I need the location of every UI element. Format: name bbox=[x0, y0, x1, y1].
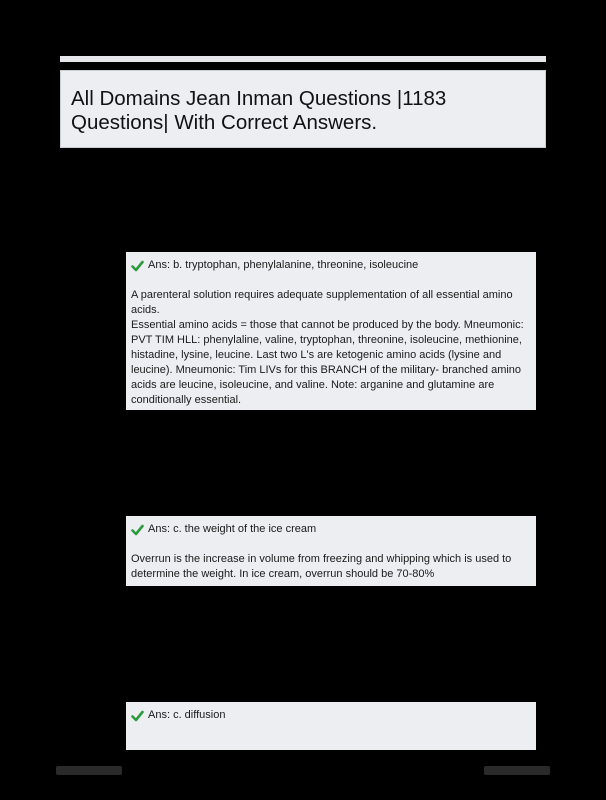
answer-text: Ans: c. the weight of the ice cream bbox=[148, 523, 317, 535]
answer-text: Ans: c. diffusion bbox=[148, 709, 226, 721]
explanation bbox=[131, 288, 531, 408]
check-icon bbox=[131, 524, 144, 536]
footer-page-number bbox=[484, 766, 550, 775]
title-box bbox=[60, 70, 546, 148]
footer-site-mark bbox=[56, 766, 122, 775]
check-icon bbox=[131, 710, 144, 722]
answer-line bbox=[131, 258, 531, 273]
answer-text: Ans: b. tryptophan, phenylalanine, threonine, isoleucine bbox=[148, 259, 419, 271]
answer-card bbox=[126, 252, 536, 410]
check-icon bbox=[131, 260, 144, 272]
explanation-paragraph: Essential amino acids = those that cannot be produced by the body. Mneumonic: PVT TIM HLL: phenylaline, valine, tryptophan, threonine, isoleucine, methionine, histadine, lysine, leucine. Last two L's are ketogenic amino acids (lysine and leucine). Mneumonic: Tim LIVs for this BRANCH of the military- branched amino acids are leucine, isoleucine, and valine. Note: arganine and glutamine are conditionally essential. bbox=[131, 319, 524, 406]
answer-line bbox=[131, 708, 531, 723]
answer-line bbox=[131, 522, 531, 537]
answer-card bbox=[126, 516, 536, 586]
explanation-paragraph: Overrun is the increase in volume from freezing and whipping which is used to determine the weight. In ice cream, overrun should be 70-80% bbox=[131, 553, 512, 580]
explanation bbox=[131, 552, 531, 582]
answer-card bbox=[126, 702, 536, 750]
explanation-paragraph: A parenteral solution requires adequate supplementation of all essential amino acids. bbox=[131, 289, 513, 316]
top-divider bbox=[60, 56, 546, 62]
document-title: All Domains Jean Inman Questions |1183 Questions| With Correct Answers. bbox=[71, 87, 447, 134]
